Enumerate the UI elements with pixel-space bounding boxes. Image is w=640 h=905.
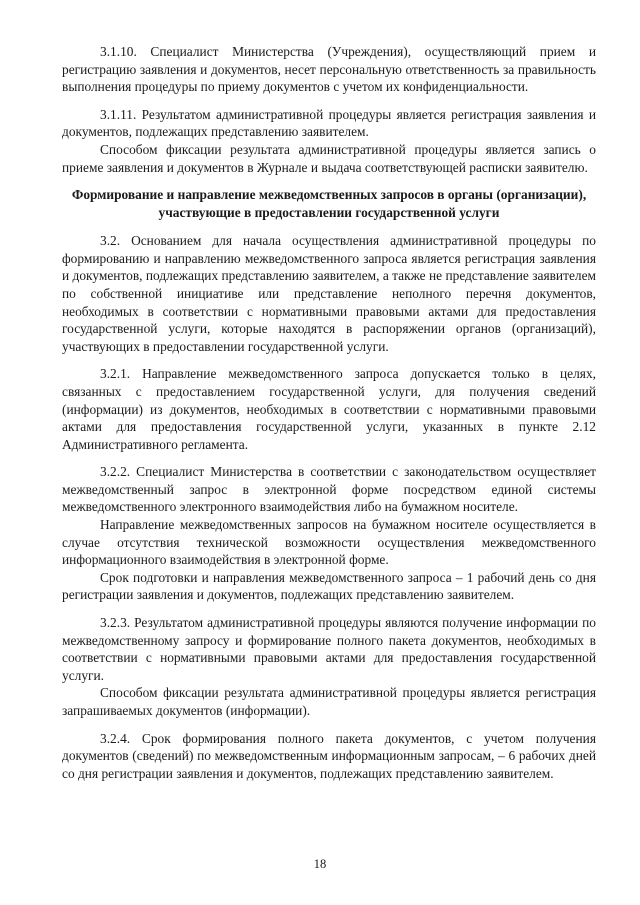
paragraph-3-2: 3.2. Основанием для начала осуществления административной процедуры по формированию и направлению межведомственного запроса является регистрация заявления и документов, подлежащих представлению заявителем, а также не представление заявителем по собственной инициативе или представление неполного перечня документов, необходимых в соответствии с нормативными правовыми актами для предоставления государственной услуги, которые находятся в распоряжении органов (организаций), участвующих в предоставлении государственной услуги. <box>62 233 596 354</box>
paragraph-fixation-method: Способом фиксации результата административной процедуры является запись о приеме заявления и документов в Журнале и выдача соответствующей расписки заявителю. <box>62 141 596 175</box>
page-number: 18 <box>313 857 327 871</box>
paragraph-result-fixation: Способом фиксации результата административной процедуры является регистрация запрашиваемых документов (информации). <box>62 685 596 718</box>
paragraph-3-1-11: 3.1.11. Результатом административной процедуры является регистрация заявления и документов, подлежащих представлению заявителем. <box>62 106 596 140</box>
paragraph-3-2-3: 3.2.3. Результатом административной процедуры являются получение информации по межведомственному запросу и формирование полного пакета документов, необходимых в соответствии с нормативными правовыми актами для предоставления государственной услуги. <box>62 615 596 683</box>
paragraph-request-deadline: Срок подготовки и направления межведомственного запроса – 1 рабочий день со дня регистрации заявления и документов, подлежащих представлению заявителем. <box>62 569 596 603</box>
document-page <box>62 43 596 782</box>
section-heading: Формирование и направление межведомственных запросов в органы (организации), участвующие в предоставлении государственной услуги <box>71 187 587 221</box>
paragraph-paper-requests: Направление межведомственных запросов на бумажном носителе осуществляется в случае отсутствия технической возможности осуществления межведомственного информационного взаимодействия в электронной форме. <box>62 517 596 568</box>
paragraph-3-1-10: 3.1.10. Специалист Министерства (Учреждения), осуществляющий прием и регистрацию заявления и документов, несет персональную ответственность за правильность выполнения процедуры по приему документов с учетом их конфиденциальности. <box>62 44 596 95</box>
paragraph-3-2-4: 3.2.4. Срок формирования полного пакета документов, с учетом получения документов (сведений) по межведомственным информационным запросам, – 6 рабочих дней со дня регистрации заявления и документов, подлежащих представлению заявителем. <box>62 730 596 781</box>
paragraph-3-2-1: 3.2.1. Направление межведомственного запроса допускается только в целях, связанных с предоставлением государственной услуги, для получения сведений (информации) из документов, необходимых в соответствии с нормативными правовыми актами для предоставления государственной услуги, указанных в пункте 2.12 Административного регламента. <box>62 366 596 452</box>
paragraph-3-2-2: 3.2.2. Специалист Министерства в соответствии с законодательством осуществляет межведомственный запрос в электронной форме посредством единой системы межведомственного электронного взаимодействия либо на бумажном носителе. <box>62 464 596 515</box>
